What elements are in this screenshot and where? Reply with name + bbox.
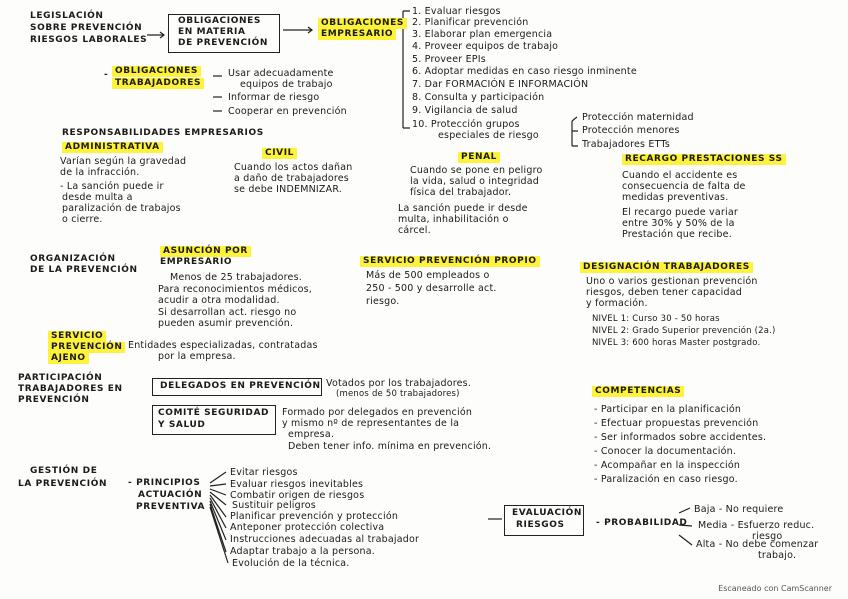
title-legislacion: LEGISLACIÓN <box>30 11 104 21</box>
empresario-header-line1: OBLIGACIONES <box>318 18 407 29</box>
ajeno-line-1: Entidades especializadas, contratadas <box>128 340 318 351</box>
trabajadores-header-line2: TRABAJADORES <box>112 78 204 89</box>
gestion-title-line1: GESTIÓN DE <box>30 466 98 476</box>
comite-line-4: Deben tener info. mínima en prevención. <box>288 441 492 452</box>
evaluacion-line1: EVALUACIÓN <box>512 508 583 518</box>
asuncion-line-3: acudir a otra modalidad. <box>158 295 280 306</box>
asuncion-line-1: Menos de 25 trabajadores. <box>170 272 302 283</box>
ajeno-header-line1: SERVICIO <box>48 331 106 342</box>
designacion-line-3: y formación. <box>586 298 648 309</box>
comite-header-line1: COMITÉ SEGURIDAD <box>158 408 270 418</box>
penal-header: PENAL <box>458 152 500 163</box>
principio-item-6: Anteponer protección colectiva <box>230 522 385 533</box>
administrativa-header: ADMINISTRATIVA <box>62 142 163 153</box>
servicio-propio-line-2: 250 - 500 y desarrolle act. <box>366 283 497 294</box>
principio-item-8: Adaptar trabajo a la persona. <box>230 546 375 557</box>
penal-line-4: La sanción puede ir desde <box>398 203 528 214</box>
designacion-line-1: Uno o varios gestionan prevención <box>586 276 758 287</box>
principio-item-3: Combatir origen de riesgos <box>230 490 365 501</box>
ajeno-line-2: por la empresa. <box>158 351 236 362</box>
recargo-line-5: entre 30% y 50% de la <box>622 218 735 229</box>
participacion-title-line2: TRABAJADORES EN <box>18 384 123 394</box>
probabilidad-media-line1: Media - Esfuerzo reduc. <box>698 520 815 531</box>
scanner-footer: Escaneado con CamScanner <box>718 584 832 593</box>
civil-line-2: a daño de trabajadores <box>234 173 349 184</box>
servicio-propio-line-1: Más de 500 empleados o <box>366 270 490 281</box>
delegados-line-1: Votados por los trabajadores. <box>326 378 472 389</box>
administrativa-line-5: paralización de trabajos <box>62 203 181 214</box>
empresario-item-10-cont: especiales de riesgo <box>438 130 539 141</box>
comite-line-2: y mismo nº de representantes de la <box>282 418 460 429</box>
recargo-header: RECARGO PRESTACIONES SS <box>622 154 786 165</box>
principio-item-2: Evaluar riesgos inevitables <box>230 479 364 490</box>
civil-line-3: se debe INDEMNIZAR. <box>234 184 343 195</box>
comite-line-3: empresa. <box>288 429 335 440</box>
servicio-propio-header: SERVICIO PREVENCIÓN PROPIO <box>360 256 540 267</box>
competencia-3: - Ser informados sobre accidentes. <box>594 432 767 443</box>
comite-header-line2: Y SALUD <box>158 420 206 430</box>
competencias-header: COMPETENCIAS <box>592 386 684 397</box>
grupo-etts: Trabajadores ETTs <box>582 139 671 150</box>
recargo-line-4: El recargo puede variar <box>622 207 738 218</box>
trabajadores-dash: - <box>104 70 109 80</box>
penal-line-1: Cuando se pone en peligro <box>410 165 543 176</box>
asuncion-line-4: Si desarrollan act. riesgo no <box>158 307 297 318</box>
obligaciones-materia-line3: DE PREVENCIÓN <box>178 38 269 48</box>
empresario-item-2: 2. Planificar prevención <box>412 17 529 28</box>
trabajadores-item-3: Cooperar en prevención <box>228 106 347 117</box>
trabajadores-header-line1: OBLIGACIONES <box>112 66 201 77</box>
designacion-header: DESIGNACIÓN TRABAJADORES <box>580 262 753 273</box>
asuncion-line-5: pueden asumir prevención. <box>158 318 294 329</box>
participacion-title-line1: PARTICIPACIÓN <box>18 373 103 383</box>
obligaciones-materia-line2: EN MATERIA <box>178 27 246 37</box>
trabajadores-item-1-cont: equipos de trabajo <box>240 79 333 90</box>
penal-line-3: física del trabajador. <box>410 187 512 198</box>
obligaciones-materia-line1: OBLIGACIONES <box>178 16 261 26</box>
administrativa-line-3: - La sanción puede ir <box>60 181 164 192</box>
nivel-1: NIVEL 1: Curso 30 - 50 horas <box>592 314 720 324</box>
probabilidad-baja: Baja - No requiere <box>694 504 784 515</box>
competencia-4: - Conocer la documentación. <box>594 446 737 457</box>
competencia-2: - Efectuar propuestas prevención <box>594 418 759 429</box>
trabajadores-item-2: Informar de riesgo <box>228 92 320 103</box>
title-sobre-prevencion: SOBRE PREVENCIÓN <box>30 23 143 33</box>
competencia-1: - Participar en la planificación <box>594 404 742 415</box>
grupo-menores: Protección menores <box>582 125 680 136</box>
recargo-line-2: consecuencia de falta de <box>622 181 746 192</box>
asuncion-header-line2: EMPRESARIO <box>160 257 233 267</box>
recargo-line-1: Cuando el accidente es <box>622 170 738 181</box>
trabajadores-item-1: Usar adecuadamente <box>228 68 334 79</box>
empresario-item-3: 3. Elaborar plan emergencia <box>412 29 553 40</box>
administrativa-line-2: de la infracción. <box>60 167 140 178</box>
competencia-6: - Paralización en caso riesgo. <box>594 474 738 485</box>
empresario-item-1: 1. Evaluar riesgos <box>412 6 501 17</box>
nivel-3: NIVEL 3: 600 horas Master postgrado. <box>592 338 761 348</box>
administrativa-line-6: o cierre. <box>62 214 103 225</box>
servicio-propio-line-3: riesgo. <box>366 296 400 307</box>
empresario-item-10: 10. Protección grupos <box>412 119 520 130</box>
empresario-item-8: 8. Consulta y participación <box>412 92 545 103</box>
responsabilidades-title: RESPONSABILIDADES EMPRESARIOS <box>62 128 264 138</box>
competencia-5: - Acompañar en la inspección <box>594 460 741 471</box>
recargo-line-3: medidas preventivas. <box>622 192 729 203</box>
grupo-maternidad: Protección maternidad <box>582 112 694 123</box>
principios-line1: - PRINCIPIOS <box>128 478 201 488</box>
designacion-line-2: riesgos, deben tener capacidad <box>586 287 742 298</box>
civil-line-1: Cuando los actos dañan <box>234 162 353 173</box>
principio-item-1: Evitar riesgos <box>230 467 298 478</box>
probabilidad-media-line2: riesgo <box>752 531 783 542</box>
empresario-item-5: 5. Proveer EPIs <box>412 54 486 65</box>
principios-line2: ACTUACIÓN <box>138 490 203 500</box>
empresario-item-9: 9. Vigilancia de salud <box>412 105 518 116</box>
administrativa-line-4: desde multa a <box>62 192 133 203</box>
nivel-2: NIVEL 2: Grado Superior prevención (2a.) <box>592 326 776 336</box>
empresario-item-7: 7. Dar FORMACIÓN E INFORMACIÓN <box>412 79 589 90</box>
organizacion-title-line2: DE LA PREVENCIÓN <box>30 265 138 275</box>
principios-line3: PREVENTIVA <box>136 502 206 512</box>
recargo-line-6: Prestación que recibe. <box>622 229 732 240</box>
asuncion-header-line1: ASUNCIÓN POR <box>160 246 251 257</box>
administrativa-line-1: Varían según la gravedad <box>60 156 187 167</box>
organizacion-title-line1: ORGANIZACIÓN <box>30 254 116 264</box>
empresario-item-6: 6. Adoptar medidas en caso riesgo inminente <box>412 66 637 77</box>
probabilidad-alta-line2: trabajo. <box>758 550 797 561</box>
probabilidad-alta-line1: Alta - No debe comenzar <box>696 539 819 550</box>
principio-item-7: Instrucciones adecuadas al trabajador <box>230 534 420 545</box>
penal-line-2: la vida, salud o integridad <box>410 176 540 187</box>
principio-item-9: Evolución de la técnica. <box>232 558 350 569</box>
delegados-header: DELEGADOS EN PREVENCIÓN <box>160 381 321 391</box>
principio-item-4: Sustituir peligros <box>232 500 316 511</box>
gestion-title-line2: LA PREVENCIÓN <box>18 479 108 489</box>
evaluacion-line2: RIESGOS <box>516 520 565 530</box>
civil-header: CIVIL <box>262 148 297 159</box>
participacion-title-line3: PREVENCIÓN <box>18 395 90 405</box>
empresario-header-line2: EMPRESARIO <box>318 29 396 40</box>
penal-line-6: cárcel. <box>398 225 431 236</box>
ajeno-header-line3: AJENO <box>48 353 89 364</box>
title-riesgos-laborales: RIESGOS LABORALES <box>30 35 148 45</box>
principio-item-5: Planificar prevención y protección <box>230 511 399 522</box>
asuncion-line-2: Para reconocimientos médicos, <box>158 284 312 295</box>
ajeno-header-line2: PREVENCIÓN <box>48 342 125 353</box>
delegados-line-2: (menos de 50 trabajadores) <box>336 389 460 399</box>
penal-line-5: multa, inhabilitación o <box>398 214 509 225</box>
comite-line-1: Formado por delegados en prevención <box>282 407 473 418</box>
probabilidad-label: - PROBABILIDAD <box>596 518 688 528</box>
empresario-item-4: 4. Proveer equipos de trabajo <box>412 41 559 52</box>
